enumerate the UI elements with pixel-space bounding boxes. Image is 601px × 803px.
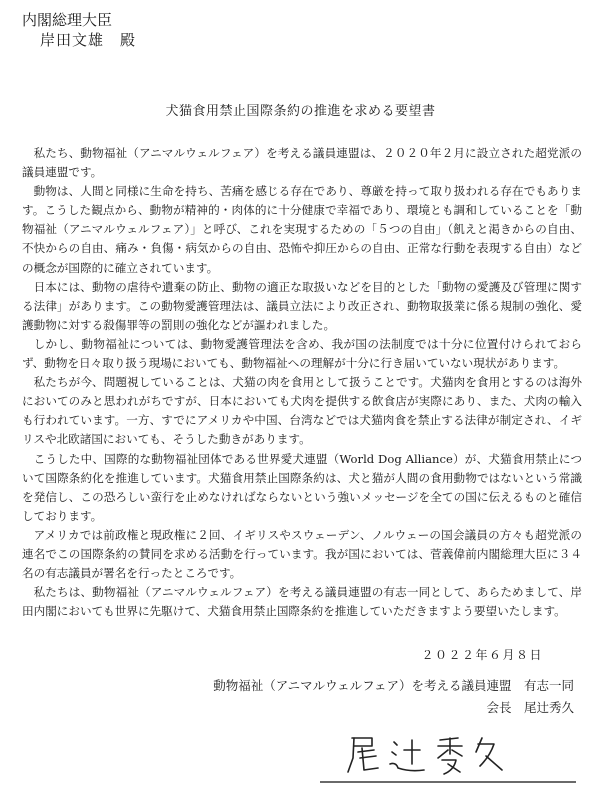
paragraph-2: 動物は、人間と同様に生命を持ち、苦痛を感じる存在であり、尊厳を持って取り扱われる存在でもあります。こうした観点から、動物が精神的・肉体的に十分健康で幸福であり、環境とも調和していることを「動物福祉（アニマルウェルフェア）」と呼び、これを実現するための「５つの自由」（飢えと渇きからの自由、不快からの自由、痛み・負傷・病気からの自由、恐怖や抑圧からの自由、正常な行動を表現する自由）などの概念が国際的に確立されています。 bbox=[22, 184, 582, 275]
addressee-name: 岸田文雄 殿 bbox=[40, 31, 137, 49]
addressee-block bbox=[22, 10, 136, 50]
signature-chairman: 会長 尾辻秀久 bbox=[486, 700, 574, 715]
document-title: 犬猫食用禁止国際条約の推進を求める要望書 bbox=[165, 104, 436, 119]
paragraph-8: 私たちは、動物福祉（アニマルウェルフェア）を考える議員連盟の有志一同として、あらためまして、岸田内閣においても世界に先駆けて、犬猫食用禁止国際条約を推進していただきますよう要望いたします。 bbox=[22, 585, 582, 619]
document-date: ２０２２年６月８日 bbox=[421, 648, 543, 662]
paragraph-6: こうした中、国際的な動物福祉団体である世界愛犬連盟（World Dog Alliance）が、犬猫食用禁止について国際条約化を推進しています。犬猫食用禁止国際条約は、犬と猫が人間の食用動物ではないという常識を発信し、この恐ろしい蛮行を止めなければならないという強いメッセージを全ての国に伝えるものと確信しております。 bbox=[22, 451, 582, 523]
paragraph-7: アメリカでは前政権と現政権に２回、イギリスやスウェーデン、ノルウェーの国会議員の方々も超党派の連名でこの国際条約の賛同を求める活動を行っています。我が国においては、菅義偉前内閣総理大臣に３４名の有志議員が署名を行ったところです。 bbox=[22, 527, 582, 581]
signature-organization: 動物福祉（アニマルウェルフェア）を考える議員連盟 有志一同 bbox=[213, 678, 574, 693]
paragraph-1: 私たち、動物福祉（アニマルウェルフェア）を考える議員連盟は、２０２０年２月に設立された超党派の議員連盟です。 bbox=[22, 146, 582, 180]
handwritten-signature bbox=[320, 728, 580, 788]
paragraph-3: 日本には、動物の虐待や遺棄の防止、動物の適正な取扱いなどを目的とした「動物の愛護及び管理に関する法律」があります。この動物愛護管理法は、議員立法により改正され、動物取扱業に係る規制の強化、愛護動物に対する殺傷罪等の罰則の強化などが謳われました。 bbox=[22, 279, 582, 332]
paragraph-4: しかし、動物福祉については、動物愛護管理法を含め、我が国の法制度では十分に位置付けられておらず、動物を日々取り扱う現場においても、動物福祉への理解が十分に行き届いていない現状があります。 bbox=[22, 336, 582, 371]
addressee-title: 内閣総理大臣 bbox=[22, 11, 113, 29]
document-body bbox=[22, 144, 582, 621]
paragraph-5: 私たちが今、問題視していることは、犬猫の肉を食用として扱うことです。犬猫肉を食用とするのは海外においてのみと思われがちですが、日本においても犬肉を提供する飲食店が実際にあり、また、犬肉の輸入も行われています。一方、すでにアメリカや中国、台湾などでは犬猫肉食を禁止する法律が制定され、イギリスや北欧諸国においても、そうした動きがあります。 bbox=[22, 375, 582, 447]
